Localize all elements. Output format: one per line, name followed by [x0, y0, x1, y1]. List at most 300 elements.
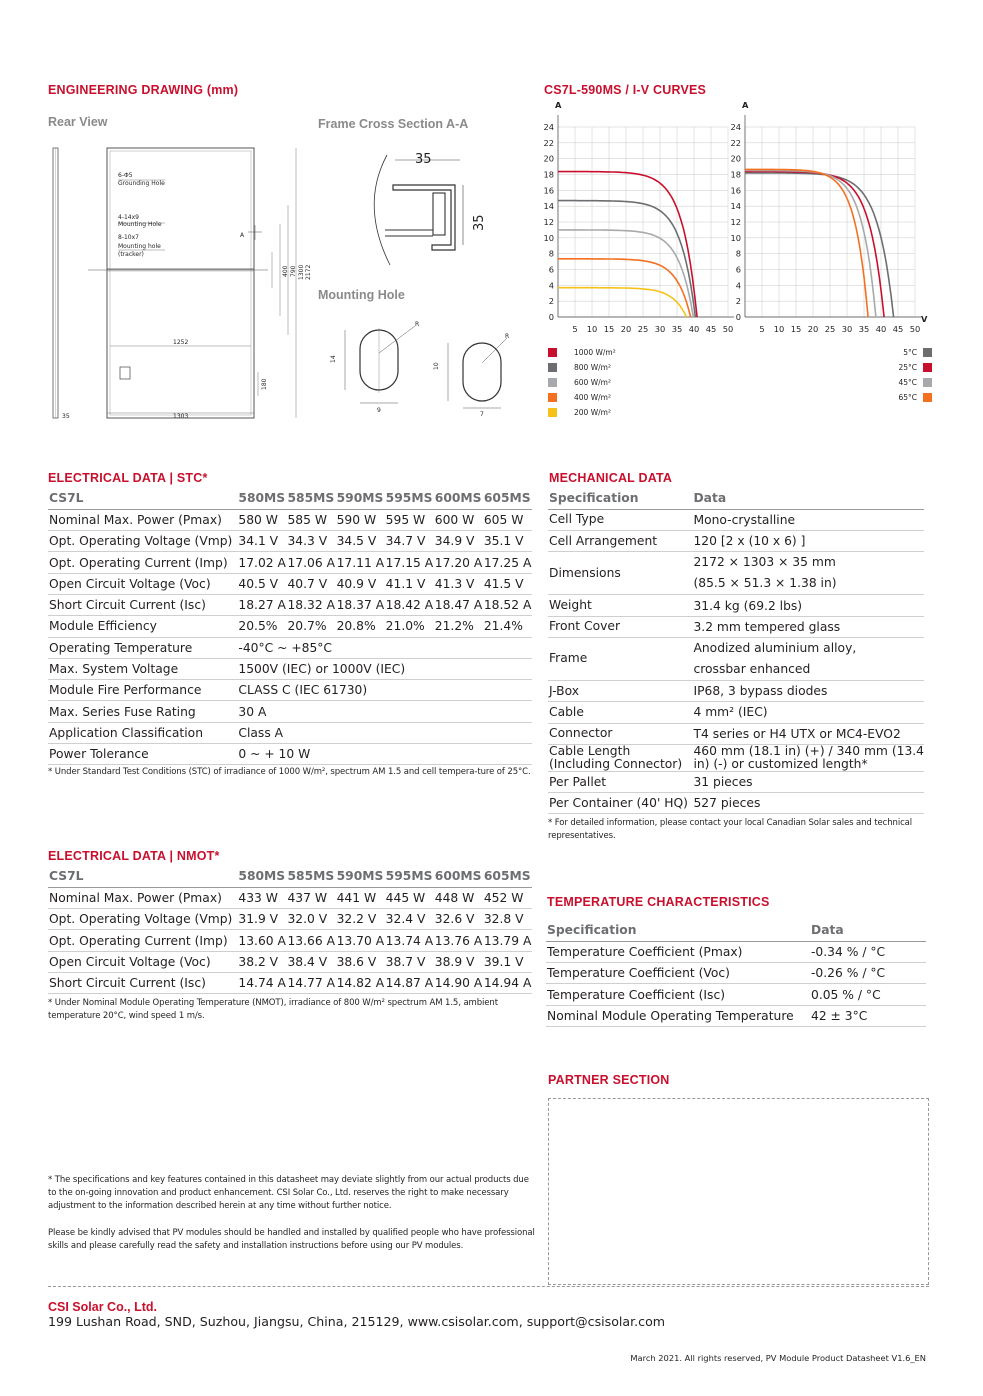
row-value: 13.60 A	[237, 930, 286, 951]
table-row	[48, 722, 532, 743]
spec-header: Specification	[546, 920, 810, 941]
row-label: Module Fire Performance	[48, 680, 237, 701]
y-tick-label: 2	[735, 296, 741, 307]
row-label: Opt. Operating Current (Imp)	[48, 930, 237, 951]
row-label: J-Box	[548, 680, 692, 701]
row-value: 41.3 V	[434, 573, 483, 594]
y-tick-label: 10	[543, 232, 554, 243]
row-label: Cell Type	[548, 509, 692, 530]
row-value: 18.52 A	[483, 594, 532, 615]
stc-note: * Under Standard Test Conditions (STC) of irradiance of 1000 W/m², spectrum AM 1.5 and cell tempera-ture of 25°C.	[48, 767, 531, 777]
table-row	[548, 616, 924, 637]
row-label: Per Container (40' HQ)	[548, 793, 692, 814]
x-tick-label: 5	[572, 324, 578, 334]
row-value: 13.74 A	[385, 930, 434, 951]
row-value: 448 W	[434, 887, 483, 908]
copyright: March 2021. All rights reserved, PV Module Product Datasheet V1.6_EN	[630, 1353, 926, 1363]
x-tick-label: 10	[773, 324, 785, 334]
legend-label: 45°C	[898, 378, 917, 387]
row-value: 437 W	[286, 887, 335, 908]
table-header-row	[48, 488, 532, 509]
column-header: 595MS	[385, 488, 434, 509]
row-value: 18.42 A	[385, 594, 434, 615]
row-label: Cable Length (Including Connector)	[548, 744, 692, 771]
row-value: Class A	[237, 722, 532, 743]
row-label: Opt. Operating Voltage (Vmp)	[48, 909, 237, 930]
data-header: Data	[810, 920, 926, 941]
row-value: 0 ~ + 10 W	[237, 744, 532, 765]
table-row	[48, 637, 532, 658]
legend-item	[548, 408, 638, 417]
y-tick-label: 2	[548, 296, 554, 307]
legend-label: 65°C	[898, 393, 917, 402]
row-value: 20.8%	[336, 616, 385, 637]
table-row	[548, 595, 924, 616]
y-tick-label: 4	[548, 280, 554, 291]
row-value: 14.90 A	[434, 972, 483, 993]
legend-label: 400 W/m²	[574, 393, 611, 402]
y-tick-label: 14	[730, 201, 741, 212]
row-value: 445 W	[385, 887, 434, 908]
row-value: 14.77 A	[286, 972, 335, 993]
cs-dim-35-top: 35	[415, 152, 432, 167]
dim-180: 180	[261, 378, 268, 390]
partner-title: PARTNER SECTION	[548, 1073, 670, 1087]
column-header: 580MS	[237, 488, 286, 509]
row-label: Per Pallet	[548, 771, 692, 792]
row-value: 32.2 V	[336, 909, 385, 930]
row-value: 40.5 V	[237, 573, 286, 594]
row-label: Application Classification	[48, 722, 237, 743]
x-tick-label: 30	[654, 324, 666, 334]
x-tick-label: 40	[688, 324, 700, 334]
section-mark-a: A	[240, 232, 245, 239]
row-value: 32.6 V	[434, 909, 483, 930]
legend-swatch	[548, 393, 557, 402]
row-value: 18.37 A	[336, 594, 385, 615]
row-value: 17.15 A	[385, 552, 434, 573]
y-tick-label: 0	[735, 312, 741, 322]
y-tick-label: 24	[730, 122, 741, 132]
dim-2172: 2172	[305, 264, 312, 280]
y-tick-label: 8	[735, 248, 741, 259]
hole-dim-r1: R	[415, 321, 420, 328]
row-value: 39.1 V	[483, 951, 532, 972]
row-value: 34.9 V	[434, 531, 483, 552]
row-value: -40°C ~ +85°C	[237, 637, 532, 658]
y-tick-label: 4	[735, 280, 741, 291]
legend-item	[880, 348, 932, 357]
row-value: 32.8 V	[483, 909, 532, 930]
x-tick-label: 10	[586, 324, 598, 334]
row-label: Operating Temperature	[48, 637, 237, 658]
y-tick-label: 12	[543, 217, 554, 227]
table-row	[48, 701, 532, 722]
x-tick-label: 50	[722, 324, 734, 334]
disclaimer-p1: * The specifications and key features contained in this datasheet may deviate slightly from our actual products due to the on-going innovation and product enhancement. CSI Solar Co., Ltd. reserves the right to make necessary adjustment to the information described herein at any time without further notice.	[48, 1175, 529, 1211]
mounting-hole-label: Mounting Hole	[318, 288, 405, 302]
row-value: 580 W	[237, 509, 286, 530]
legend-label: 25°C	[898, 363, 917, 372]
row-label: Nominal Module Operating Temperature	[546, 1005, 810, 1026]
x-unit-label: V	[921, 314, 928, 324]
row-value: 605 W	[483, 509, 532, 530]
y-tick-label: 6	[735, 264, 741, 275]
model-header: CS7L	[48, 866, 237, 887]
row-value: 14.82 A	[336, 972, 385, 993]
row-label: Opt. Operating Voltage (Vmp)	[48, 531, 237, 552]
nmot-note: * Under Nominal Module Operating Temperature (NMOT), irradiance of 800 W/m² spectrum AM 1.5, ambient temperature 20°C, wind speed 1 m/s.	[48, 998, 498, 1021]
table-row	[548, 723, 924, 744]
row-label: Connector	[548, 723, 692, 744]
row-value: 38.7 V	[385, 951, 434, 972]
table-row	[548, 680, 924, 701]
y-tick-label: 14	[543, 201, 554, 212]
column-header: 585MS	[286, 488, 335, 509]
legend-item	[548, 378, 638, 387]
table-header-row	[48, 866, 532, 887]
x-tick-label: 40	[875, 324, 887, 334]
row-label: Weight	[548, 595, 692, 616]
table-row	[548, 702, 924, 723]
hole-dim-10: 10	[433, 362, 440, 370]
company-name: CSI Solar Co., Ltd.	[48, 1300, 158, 1314]
row-value: IP68, 3 bypass diodes	[692, 680, 924, 701]
row-value: 17.20 A	[434, 552, 483, 573]
row-value: 600 W	[434, 509, 483, 530]
row-value: 42 ± 3°C	[810, 1005, 926, 1026]
row-label: Short Circuit Current (Isc)	[48, 594, 237, 615]
mounting-hole-drawing	[325, 318, 525, 418]
row-value: 13.76 A	[434, 930, 483, 951]
y-tick-label: 10	[730, 232, 741, 243]
iv-curve-5c	[745, 173, 894, 317]
row-value: 14.87 A	[385, 972, 434, 993]
row-value: 4 mm² (IEC)	[692, 702, 924, 723]
row-value: 21.0%	[385, 616, 434, 637]
hole-dim-r2: R	[505, 333, 510, 340]
row-value: 13.79 A	[483, 930, 532, 951]
y-tick-label: 16	[543, 185, 554, 196]
y-tick-label: 20	[543, 153, 554, 164]
row-value: 41.5 V	[483, 573, 532, 594]
legend-swatch	[923, 348, 932, 357]
mounting-hole-dim: 4-14x9	[118, 214, 139, 221]
legend-swatch	[548, 363, 557, 372]
row-value: 460 mm (18.1 in) (+) / 340 mm (13.4 in) (-) or customized length*	[693, 743, 924, 771]
row-value: 585 W	[286, 509, 335, 530]
row-value: 0.05 % / °C	[810, 984, 926, 1005]
stc-table	[48, 488, 532, 765]
table-header-row	[546, 920, 926, 941]
column-header: 605MS	[483, 866, 532, 887]
row-value: -0.34 % / °C	[810, 941, 926, 962]
row-value: 38.9 V	[434, 951, 483, 972]
dim-790: 790	[290, 265, 297, 277]
row-value: 17.06 A	[286, 552, 335, 573]
y-tick-label: 18	[543, 169, 554, 180]
legend-swatch	[548, 408, 557, 417]
row-value: 2172 × 1303 × 35 mm (85.5 × 51.3 × 1.38 in)	[692, 552, 924, 595]
row-label: Nominal Max. Power (Pmax)	[48, 887, 237, 908]
footer-divider	[48, 1286, 929, 1287]
x-tick-label: 15	[790, 324, 802, 334]
row-value: 452 W	[483, 887, 532, 908]
x-tick-label: 35	[671, 324, 683, 334]
y-tick-label: 24	[543, 122, 554, 132]
x-tick-label: 15	[603, 324, 615, 334]
row-value: 595 W	[385, 509, 434, 530]
row-value: 13.70 A	[336, 930, 385, 951]
rear-view-drawing	[40, 140, 320, 430]
row-label: Nominal Max. Power (Pmax)	[48, 509, 237, 530]
hole-dim-7: 7	[480, 411, 484, 418]
y-tick-label: 20	[730, 153, 741, 164]
table-row	[48, 909, 532, 930]
frame-section-label: Frame Cross Section A-A	[318, 117, 469, 131]
row-label: Temperature Coefficient (Voc)	[546, 963, 810, 984]
column-header: 600MS	[434, 488, 483, 509]
row-value: 20.7%	[286, 616, 335, 637]
mounting-hole-dim-2: Mounting Hole	[118, 221, 162, 228]
x-tick-label: 30	[841, 324, 853, 334]
grounding-hole-label-2: Grounding Hole	[118, 180, 165, 187]
spec-header: Specification	[548, 488, 692, 509]
row-value: 3.2 mm tempered glass	[692, 616, 924, 637]
column-header: 600MS	[434, 866, 483, 887]
legend-label: 600 W/m²	[574, 378, 611, 387]
row-value: -0.26 % / °C	[810, 963, 926, 984]
table-row	[548, 552, 924, 595]
row-value: T4 series or H4 UTX or MC4-EVO2	[692, 723, 924, 744]
row-label: Open Circuit Voltage (Voc)	[48, 951, 237, 972]
iv-curve-1000wm	[558, 172, 697, 317]
engineering-title: ENGINEERING DRAWING (mm)	[48, 83, 239, 97]
table-header-row	[548, 488, 924, 509]
row-value: 1500V (IEC) or 1000V (IEC)	[237, 658, 532, 679]
column-header: 580MS	[237, 866, 286, 887]
frame-cross-section-drawing	[355, 145, 505, 275]
row-label: Temperature Coefficient (Pmax)	[546, 941, 810, 962]
row-label: Open Circuit Voltage (Voc)	[48, 573, 237, 594]
row-value: 34.7 V	[385, 531, 434, 552]
row-value: 527 pieces	[692, 793, 924, 814]
y-unit-label: A	[742, 100, 749, 110]
table-row	[548, 509, 924, 530]
table-row	[548, 637, 924, 680]
x-tick-label: 25	[637, 324, 649, 334]
mechanical-table	[548, 488, 924, 814]
legend-item	[880, 378, 932, 387]
table-row	[48, 930, 532, 951]
row-label: Dimensions	[548, 552, 692, 595]
column-header: 590MS	[336, 488, 385, 509]
row-value: 590 W	[336, 509, 385, 530]
table-row	[548, 531, 924, 552]
row-value: 32.4 V	[385, 909, 434, 930]
row-value: 17.11 A	[336, 552, 385, 573]
iv-curve-600wm	[558, 230, 693, 317]
table-row	[48, 594, 532, 615]
legend-label: 200 W/m²	[574, 408, 611, 417]
disclaimer-p2: Please be kindly advised that PV modules should be handled and installed by qualified people who have professional skills and please carefully read the safety and installation instructions before using our PV modules.	[48, 1228, 535, 1251]
column-header: 590MS	[336, 866, 385, 887]
data-header: Data	[692, 488, 924, 509]
tracker-hole-dim-3: (tracker)	[118, 251, 144, 258]
cs-dim-35-side: 35	[472, 214, 487, 231]
y-tick-label: 22	[543, 137, 554, 148]
x-tick-label: 25	[824, 324, 836, 334]
legend-swatch	[923, 378, 932, 387]
row-value: 35.1 V	[483, 531, 532, 552]
x-tick-label: 5	[759, 324, 765, 334]
row-value: Mono-crystalline	[692, 509, 924, 530]
table-row	[48, 616, 532, 637]
grounding-hole-label: 6-Φ5	[118, 172, 133, 179]
column-header: 585MS	[286, 866, 335, 887]
model-header: CS7L	[48, 488, 237, 509]
row-label: Cell Arrangement	[548, 531, 692, 552]
legend-label: 1000 W/m²	[574, 348, 616, 357]
y-tick-label: 16	[730, 185, 741, 196]
row-label: Cable	[548, 702, 692, 723]
table-row	[48, 744, 532, 765]
row-value: 40.7 V	[286, 573, 335, 594]
row-value: 41.1 V	[385, 573, 434, 594]
row-value: 14.74 A	[237, 972, 286, 993]
mechanical-note: * For detailed information, please contact your local Canadian Solar sales and technical representatives.	[548, 818, 913, 841]
row-label: Short Circuit Current (Isc)	[48, 972, 237, 993]
legend-item	[548, 348, 638, 357]
dim-400: 400	[282, 265, 289, 277]
row-value: 120 [2 x (10 x 6) ]	[692, 531, 924, 552]
row-value: 38.6 V	[336, 951, 385, 972]
table-row	[48, 658, 532, 679]
dim-35: 35	[62, 413, 70, 420]
iv-curve-200wm	[558, 288, 687, 317]
row-value: 433 W	[237, 887, 286, 908]
x-tick-label: 20	[807, 324, 819, 334]
row-value: 14.94 A	[483, 972, 532, 993]
temperature-title: TEMPERATURE CHARACTERISTICS	[547, 895, 770, 909]
legend-item	[548, 393, 638, 402]
column-header: 595MS	[385, 866, 434, 887]
legend-label: 800 W/m²	[574, 363, 611, 372]
row-value: 18.32 A	[286, 594, 335, 615]
legend-item	[880, 363, 932, 372]
row-value: 34.3 V	[286, 531, 335, 552]
legend-swatch	[923, 363, 932, 372]
temperature-table	[546, 920, 926, 1027]
row-value: 31 pieces	[692, 771, 924, 792]
row-value: 31.4 kg (69.2 lbs)	[692, 595, 924, 616]
stc-title: ELECTRICAL DATA | STC*	[48, 471, 208, 485]
company-address: 199 Lushan Road, SND, Suzhou, Jiangsu, China, 215129, www.csisolar.com, support@csisolar.com	[48, 1314, 666, 1329]
iv-curves-title: CS7L-590MS / I-V CURVES	[544, 83, 707, 97]
row-value: 17.02 A	[237, 552, 286, 573]
nmot-title: ELECTRICAL DATA | NMOT*	[48, 849, 220, 863]
y-tick-label: 8	[548, 248, 554, 259]
legend-swatch	[923, 393, 932, 402]
table-row	[546, 941, 926, 962]
table-row	[548, 771, 924, 792]
legend-item	[880, 393, 932, 402]
y-tick-label: 6	[548, 264, 554, 275]
column-header: 605MS	[483, 488, 532, 509]
row-label: Opt. Operating Current (Imp)	[48, 552, 237, 573]
dim-1300: 1300	[298, 264, 305, 280]
tracker-hole-dim-2: Mounting hole	[118, 243, 161, 250]
row-value: 32.0 V	[286, 909, 335, 930]
table-row	[546, 963, 926, 984]
hole-dim-14: 14	[330, 355, 337, 363]
nmot-table	[48, 866, 532, 994]
row-value: 20.5%	[237, 616, 286, 637]
y-tick-label: 0	[548, 312, 554, 322]
row-label: Front Cover	[548, 616, 692, 637]
row-value: 13.66 A	[286, 930, 335, 951]
row-value: 441 W	[336, 887, 385, 908]
table-row	[548, 793, 924, 814]
iv-curves-chart	[535, 100, 930, 340]
table-row	[48, 531, 532, 552]
dim-1252: 1252	[173, 339, 189, 346]
table-row	[48, 887, 532, 908]
table-row	[48, 951, 532, 972]
row-value: 40.9 V	[336, 573, 385, 594]
row-value: 17.25 A	[483, 552, 532, 573]
hole-dim-9: 9	[377, 407, 381, 414]
row-value: Anodized aluminium alloy, crossbar enhanced	[692, 637, 924, 680]
row-label: Max. System Voltage	[48, 658, 237, 679]
table-row	[48, 552, 532, 573]
row-label: Temperature Coefficient (Isc)	[546, 984, 810, 1005]
row-value: 30 A	[237, 701, 532, 722]
legend-item	[548, 363, 638, 372]
row-value: 38.4 V	[286, 951, 335, 972]
row-value: 31.9 V	[237, 909, 286, 930]
y-tick-label: 18	[730, 169, 741, 180]
row-value: 38.2 V	[237, 951, 286, 972]
legend-swatch	[548, 348, 557, 357]
table-row	[546, 984, 926, 1005]
x-tick-label: 20	[620, 324, 632, 334]
row-value: 34.5 V	[336, 531, 385, 552]
row-label: Module Efficiency	[48, 616, 237, 637]
table-row	[48, 509, 532, 530]
row-value: 21.4%	[483, 616, 532, 637]
row-label: Frame	[548, 637, 692, 680]
table-row	[48, 680, 532, 701]
y-tick-label: 22	[730, 137, 741, 148]
mechanical-title: MECHANICAL DATA	[549, 471, 673, 485]
row-value: 21.2%	[434, 616, 483, 637]
partner-box	[548, 1098, 929, 1285]
row-value: CLASS C (IEC 61730)	[237, 680, 532, 701]
row-value: 34.1 V	[237, 531, 286, 552]
table-row	[546, 1005, 926, 1026]
tracker-hole-dim: 8-10x7	[118, 234, 139, 241]
table-row	[548, 744, 924, 771]
legend-swatch	[548, 378, 557, 387]
row-value: 18.27 A	[237, 594, 286, 615]
y-tick-label: 12	[730, 217, 741, 227]
x-tick-label: 35	[858, 324, 870, 334]
dim-1303: 1303	[173, 413, 189, 420]
table-row	[48, 972, 532, 993]
x-tick-label: 45	[705, 324, 717, 334]
table-row	[48, 573, 532, 594]
